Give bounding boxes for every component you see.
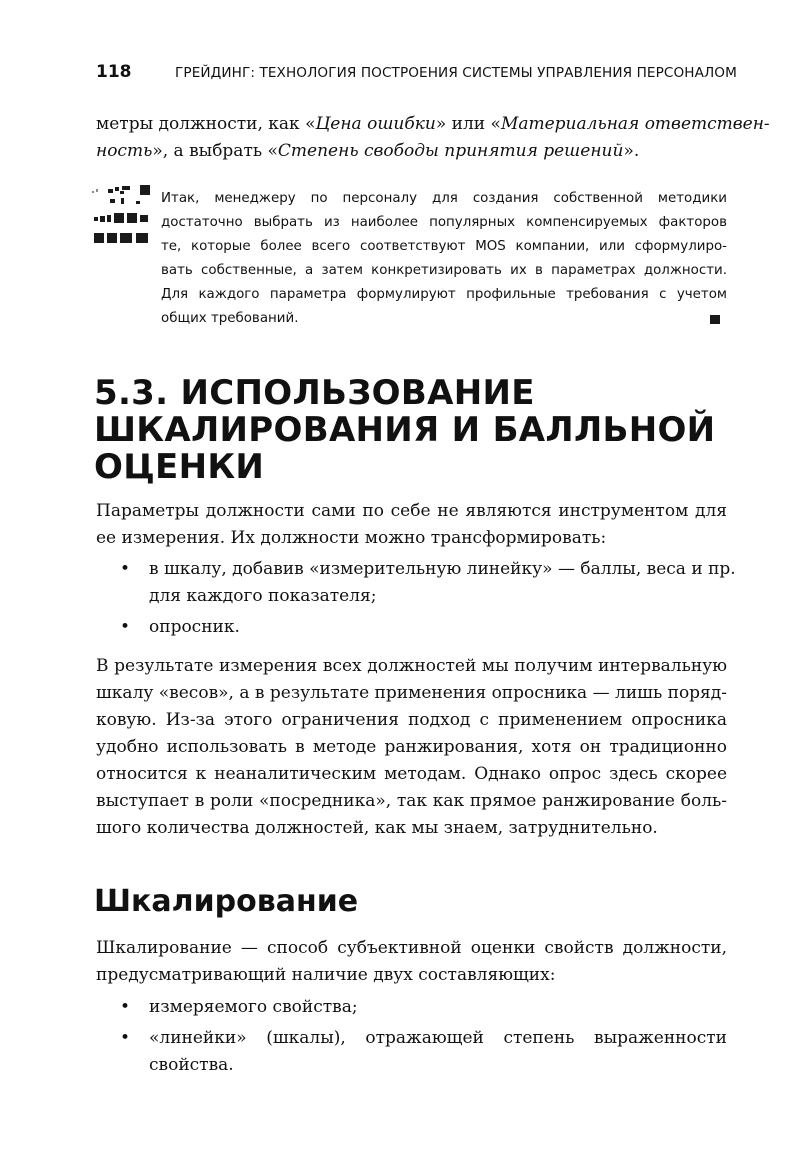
note-line: достаточно выбрать из наиболее популярных компенсируемых факторов bbox=[161, 215, 727, 230]
note-icon bbox=[90, 183, 152, 253]
page-number: 118 bbox=[96, 62, 132, 82]
bullet-text: «линейки» (шкалы), отражающей степень выраженности bbox=[149, 1028, 727, 1048]
paragraph-line: В результате измерения всех должностей мы получим интервальную bbox=[96, 656, 727, 676]
bullet-text: свойства. bbox=[149, 1055, 234, 1075]
note-line: те, которые более всего соответствуют MOS компании, или сформулиро- bbox=[161, 239, 727, 254]
intro-line-1: метры должности, как «Цена ошибки» или «Материальная ответствен- bbox=[96, 114, 770, 134]
paragraph-line: выступает в роли «посредника», так как прямое ранжирование боль- bbox=[96, 791, 727, 811]
bullet-dot: • bbox=[120, 997, 131, 1017]
running-header bbox=[96, 62, 737, 86]
section-heading-line: 5.3. ИСПОЛЬЗОВАНИЕ bbox=[94, 373, 535, 413]
bullet-text: для каждого показателя; bbox=[149, 586, 377, 606]
note-line: Для каждого параметра формулируют профильные требования с учетом bbox=[161, 287, 727, 302]
note-line: общих требований. bbox=[161, 311, 299, 326]
paragraph-line: шого количества должностей, как мы знаем, затруднительно. bbox=[96, 818, 658, 838]
paragraph-line: ковую. Из-за этого ограничения подход с применением опросника bbox=[96, 710, 727, 730]
bullet-dot: • bbox=[120, 1028, 131, 1048]
paragraph-line: Параметры должности сами по себе не являются инструментом для bbox=[96, 501, 727, 521]
bullet-dot: • bbox=[120, 617, 131, 637]
section-heading-line: ШКАЛИРОВАНИЯ И БАЛЛЬНОЙ bbox=[94, 410, 716, 450]
bullet-text: измеряемого свойства; bbox=[149, 997, 358, 1017]
subsection-heading: Шкалирование bbox=[94, 884, 359, 919]
running-title: ГРЕЙДИНГ: ТЕХНОЛОГИЯ ПОСТРОЕНИЯ СИСТЕМЫ УПРАВЛЕНИЯ ПЕРСОНАЛОМ bbox=[175, 65, 737, 81]
paragraph-line: ее измерения. Их должности можно трансформировать: bbox=[96, 528, 607, 548]
note-line: Итак, менеджеру по персоналу для создания собственной методики bbox=[161, 191, 727, 206]
paragraph-line: шкалу «весов», а в результате применения опросника — лишь поряд- bbox=[96, 683, 727, 703]
paragraph-line: Шкалирование — способ субъективной оценки свойств должности, bbox=[96, 938, 727, 958]
paragraph-line: удобно использовать в методе ранжирования, хотя он традиционно bbox=[96, 737, 727, 757]
section-heading-line: ОЦЕНКИ bbox=[94, 447, 265, 487]
note-line: вать собственные, а затем конкретизировать их в параметрах должности. bbox=[161, 263, 727, 278]
bullet-text: опросник. bbox=[149, 617, 240, 637]
intro-line-2: ность», а выбрать «Степень свободы принятия решений». bbox=[96, 141, 640, 161]
note-end-marker bbox=[710, 315, 720, 324]
bullet-text: в шкалу, добавив «измерительную линейку» — баллы, веса и пр. bbox=[149, 559, 736, 579]
paragraph-line: относится к неаналитическим методам. Однако опрос здесь скорее bbox=[96, 764, 727, 784]
bullet-dot: • bbox=[120, 559, 131, 579]
paragraph-line: предусматривающий наличие двух составляющих: bbox=[96, 965, 556, 985]
